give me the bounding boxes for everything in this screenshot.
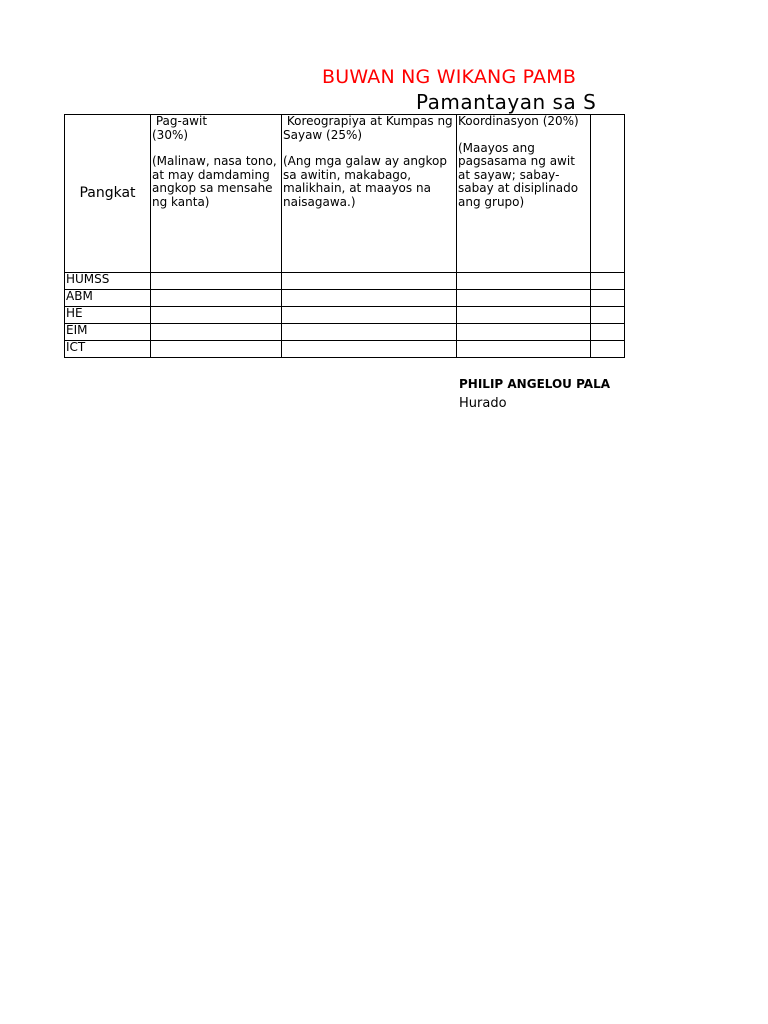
criterion-label: Koordinasyon (20%) [458,114,579,128]
score-cell[interactable] [457,324,591,341]
score-cell[interactable] [282,290,457,307]
score-cell[interactable] [591,273,625,290]
rubric-table [64,114,625,358]
criterion-cell-coordination[interactable] [457,115,591,273]
group-name-cell[interactable] [65,307,151,324]
group-name: HE [66,306,83,320]
criterion-cell-choreography[interactable] [282,115,457,273]
criterion-description: (Malinaw, nasa tono, at may damdaming angkop sa mensahe ng kanta) [152,154,281,209]
score-cell[interactable] [282,324,457,341]
criterion-cell-clipped[interactable] [591,115,625,273]
judge-name: PHILIP ANGELOU PALA [459,377,611,391]
score-cell[interactable] [591,307,625,324]
score-cell[interactable] [151,324,282,341]
group-header-cell[interactable] [65,115,151,273]
score-cell[interactable] [151,341,282,358]
group-name: ABM [66,289,93,303]
table-row [65,324,625,341]
table-row [65,273,625,290]
group-name: ICT [66,340,86,354]
group-name-cell[interactable] [65,341,151,358]
criterion-label: Pag-awit (30%) [152,114,208,142]
group-header-label: Pangkat [79,184,136,201]
group-name: EIM [66,323,88,337]
score-cell[interactable] [591,341,625,358]
criterion-description: (Maayos ang pagsasama ng awit at sayaw; sabay-sabay at disiplinado ang grupo) [458,140,582,209]
table-row [65,341,625,358]
group-name: HUMSS [66,272,110,286]
score-cell[interactable] [457,290,591,307]
score-cell[interactable] [151,290,282,307]
header-row [65,115,625,273]
criterion-label: Koreograpiya at Kumpas ng Sayaw (25%) [283,114,457,142]
judge-role: Hurado [459,396,507,411]
group-name-cell[interactable] [65,324,151,341]
score-cell[interactable] [282,307,457,324]
score-cell[interactable] [151,273,282,290]
score-cell[interactable] [591,324,625,341]
criterion-cell-singing[interactable] [151,115,282,273]
document-title: BUWAN NG WIKANG PAMB [322,66,577,88]
score-cell[interactable] [457,341,591,358]
document-subtitle: Pamantayan sa S [416,90,597,114]
score-cell[interactable] [282,341,457,358]
table-row [65,307,625,324]
score-cell[interactable] [282,273,457,290]
score-cell[interactable] [457,273,591,290]
table-row [65,290,625,307]
group-name-cell[interactable] [65,290,151,307]
group-name-cell[interactable] [65,273,151,290]
score-cell[interactable] [151,307,282,324]
score-cell[interactable] [591,290,625,307]
criterion-description: (Ang mga galaw ay angkop sa awitin, makabago, malikhain, at maayos na naisagawa.) [283,154,451,209]
score-cell[interactable] [457,307,591,324]
